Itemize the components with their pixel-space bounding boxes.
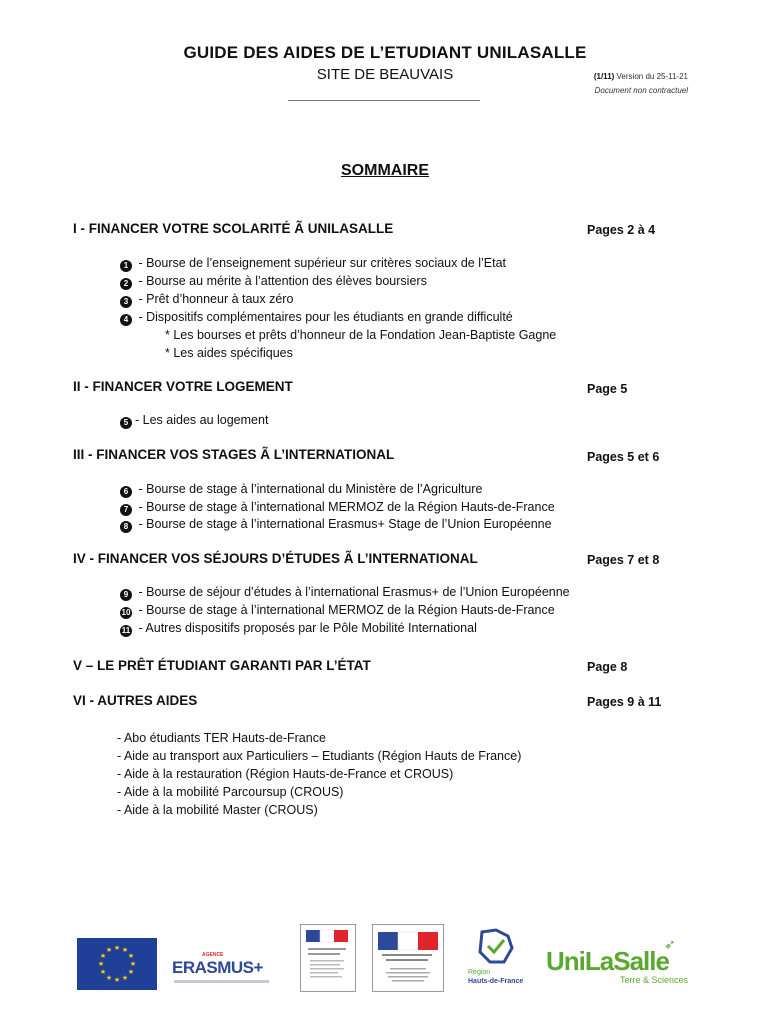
svg-text:★: ★ [99,952,107,960]
erasmus-agency-label: AGENCE [202,952,224,958]
list-item: 7 - Bourse de stage à l’international MERMOZ de la Région Hauts-de-France [120,500,555,516]
svg-text:★: ★ [105,974,113,982]
list-subitem: * Les aides spécifiques [165,346,293,360]
list-item: 4 - Dispositifs complémentaires pour les étudiants en grande difficulté [120,310,513,326]
list-item: - Abo étudiants TER Hauts-de-France [117,731,326,745]
list-item: 9 - Bourse de séjour d’études à l’international Erasmus+ de l’Union Européenne [120,585,570,601]
svg-text:★: ★ [127,952,135,960]
version-date: Version du 25-11-21 [614,72,688,81]
list-item: 2 - Bourse au mérite à l’attention des élèves boursiers [120,274,427,290]
list-item: 8 - Bourse de stage à l’international Erasmus+ Stage de l’Union Européenne [120,517,552,533]
svg-text:★: ★ [97,960,105,968]
section-title-1: I - FINANCER VOTRE SCOLARITÉ Ã UNILASALLE [73,221,394,236]
leaf-icon: ➶ [664,936,676,952]
section-title-5: V – LE PRÊT ÉTUDIANT GARANTI PAR L’ÉTAT [73,658,371,673]
section-pages-5: Page 8 [587,660,628,674]
erasmus-logo [172,950,284,990]
list-item: 1 - Bourse de l’enseignement supérieur sur critères sociaux de l’Etat [120,256,506,272]
svg-text:★: ★ [129,960,137,968]
document-subtitle: SITE DE BEAUVAIS [316,66,454,83]
page-count: (1/11) [593,72,615,81]
svg-text:★: ★ [99,968,107,976]
title-divider [288,100,480,101]
section-pages-6: Pages 9 à 11 [587,695,662,709]
section-pages-2: Page 5 [587,382,628,396]
list-item: 6 - Bourse de stage à l’international du Ministère de l’Agriculture [120,482,482,498]
svg-text:★: ★ [113,976,121,984]
region-hauts-de-france-logo [466,928,530,988]
list-item: 10 - Bourse de stage à l’international MERMOZ de la Région Hauts-de-France [121,603,555,617]
list-item: - Aide à la mobilité Parcoursup (CROUS) [117,785,344,799]
list-item: 3 - Prêt d’honneur à taux zéro [120,292,293,308]
svg-text:★: ★ [121,974,129,982]
section-title-3: III - FINANCER VOS STAGES Ã L’INTERNATIONAL [73,447,395,462]
ministry-higher-education-logo [372,924,444,992]
list-item: - Aide à la mobilité Master (CROUS) [117,803,318,817]
erasmus-wordmark: ERASMUS+ [172,958,263,977]
list-subitem: * Les bourses et prêts d’honneur de la Fondation Jean-Baptiste Gagne [165,328,557,342]
svg-text:★: ★ [105,946,113,954]
section-pages-3: Pages 5 et 6 [587,450,660,464]
list-item: - Aide au transport aux Particuliers – Etudiants (Région Hauts de France) [117,749,522,763]
ministry-agriculture-logo [300,924,356,992]
unilasalle-wordmark-a: Uni [546,946,585,976]
section-pages-1: Pages 2 à 4 [587,223,656,237]
unilasalle-logo [546,938,696,988]
section-title-6: VI - AUTRES AIDES [73,693,198,708]
section-title-4: IV - FINANCER VOS SÉJOURS D’ÉTUDES Ã L’INTERNATIONAL [73,551,478,566]
svg-text:★: ★ [127,968,135,976]
unilasalle-wordmark-b: LaSalle [584,946,669,976]
section-title-2: II - FINANCER VOTRE LOGEMENT [73,379,293,394]
disclaimer-note: Document non contractuel [594,86,688,95]
region-name-label: Hauts-de-France [468,978,524,985]
region-label: Région [468,969,491,976]
region-map-icon [474,928,516,966]
list-item: 11 - Autres dispositifs proposés par le Pôle Mobilité International [121,621,477,635]
eu-flag-logo [77,938,157,990]
svg-text:★: ★ [121,946,129,954]
section-pages-4: Pages 7 et 8 [587,553,660,567]
list-item: - Aide à la restauration (Région Hauts-de-France et CROUS) [117,767,454,781]
list-item: 5 - Les aides au logement [120,413,268,429]
unilasalle-tagline: Terre & Sciences [620,975,689,985]
document-title: GUIDE DES AIDES DE L’ETUDIANT UNILASALLE [183,43,587,62]
version-note [594,72,688,81]
summary-heading: SOMMAIRE [341,162,429,179]
svg-text:★: ★ [113,944,121,952]
